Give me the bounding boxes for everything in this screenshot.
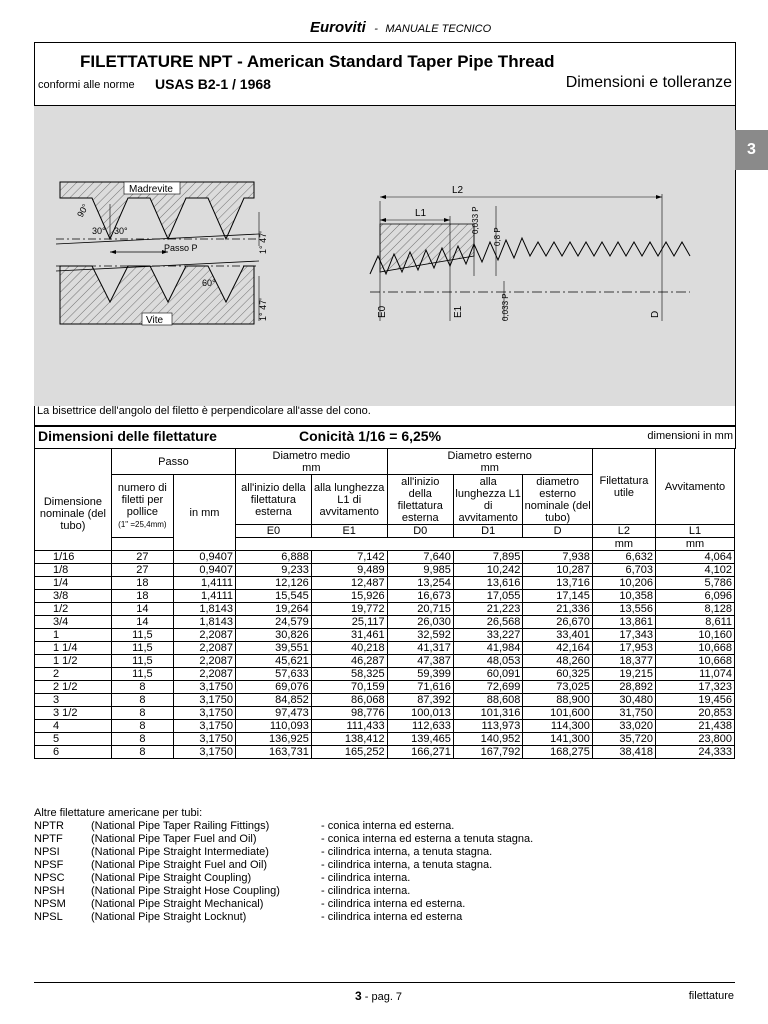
table-cell: 3/8 <box>35 590 112 603</box>
table-cell: 33,020 <box>592 720 655 733</box>
table-cell: 6,632 <box>592 551 655 564</box>
table-row <box>35 642 735 655</box>
table-cell: 3,1750 <box>173 746 235 759</box>
table-cell: 3 1/2 <box>35 707 112 720</box>
table-cell: 31,750 <box>592 707 655 720</box>
list-item <box>34 859 493 872</box>
table-row <box>35 694 735 707</box>
list-item-name: (National Pipe Straight Hose Coupling) <box>91 885 280 897</box>
table-cell: 8 <box>111 720 173 733</box>
norm-prefix: conformi alle norme <box>38 79 135 91</box>
table-cell: 17,343 <box>592 629 655 642</box>
table-cell: 98,776 <box>311 707 387 720</box>
list-item-desc: - conica interna ed esterna. <box>321 820 455 832</box>
table-cell: 1/16 <box>35 551 112 564</box>
table-cell: 1,4111 <box>173 577 235 590</box>
header-subtitle: MANUALE TECNICO <box>385 23 492 35</box>
col-threads: numero di filetti per pollice (1" =25,4mm) <box>111 475 173 538</box>
list-item-code: NPSH <box>34 885 65 897</box>
sym-D: D <box>523 525 592 538</box>
table-cell: 46,287 <box>311 655 387 668</box>
table-cell: 18 <box>111 590 173 603</box>
table-cell: 139,465 <box>387 733 453 746</box>
table-cell: 2,2087 <box>173 629 235 642</box>
table-cell: 26,670 <box>523 616 592 629</box>
table-cell: 21,336 <box>523 603 592 616</box>
label-taper1: 1° 47' <box>258 231 268 254</box>
label-08: 0,8 P <box>493 227 502 246</box>
table-cell: 42,164 <box>523 642 592 655</box>
table-cell: 13,861 <box>592 616 655 629</box>
table-cell: 168,275 <box>523 746 592 759</box>
list-item-name: (National Pipe Taper Fuel and Oil) <box>91 833 257 845</box>
table-row <box>35 551 735 564</box>
table-cell: 39,551 <box>236 642 312 655</box>
table-cell: 47,387 <box>387 655 453 668</box>
list-item <box>34 911 463 924</box>
table-cell: 21,438 <box>656 720 735 733</box>
list-item-desc: - cilindrica interna ed esterna. <box>321 898 466 910</box>
table-cell: 6,888 <box>236 551 312 564</box>
table-cell: 27 <box>111 551 173 564</box>
page-number: 3 - pag. 7 <box>355 989 403 1003</box>
table-cell: 101,600 <box>523 707 592 720</box>
table-cell: 40,218 <box>311 642 387 655</box>
table-cell: 18,377 <box>592 655 655 668</box>
table-row <box>35 720 735 733</box>
label-angle30a: 30° <box>92 226 106 236</box>
table-cell: 71,616 <box>387 681 453 694</box>
table-cell: 11,5 <box>111 668 173 681</box>
sym-L2: L2 <box>592 525 655 538</box>
list-item-code: NPTF <box>34 833 63 845</box>
table-cell: 30,480 <box>592 694 655 707</box>
list-item-code: NPTR <box>34 820 64 832</box>
list-item-desc: - cilindrica interna. <box>321 885 411 897</box>
table-cell: 3 <box>35 694 112 707</box>
table-cell: 7,938 <box>523 551 592 564</box>
label-taper2: 1° 47' <box>258 298 268 321</box>
table-cell: 3,1750 <box>173 707 235 720</box>
table-row <box>35 746 735 759</box>
table-cell: 2,2087 <box>173 668 235 681</box>
thread-figure <box>34 105 735 406</box>
table-cell: 26,030 <box>387 616 453 629</box>
header-separator: - <box>374 23 378 35</box>
table-cell: 27 <box>111 564 173 577</box>
table-cell: 4 <box>35 720 112 733</box>
table-cell: 41,984 <box>453 642 522 655</box>
label-angle30b: 30° <box>114 226 128 236</box>
table-cell: 9,233 <box>236 564 312 577</box>
table-cell: 41,317 <box>387 642 453 655</box>
table-cell: 4,102 <box>656 564 735 577</box>
table-cell: 8,611 <box>656 616 735 629</box>
table-cell: 6 <box>35 746 112 759</box>
table-cell: 138,412 <box>311 733 387 746</box>
table-cell: 3,1750 <box>173 720 235 733</box>
table-cell: 0,9407 <box>173 551 235 564</box>
header <box>310 19 491 37</box>
list-item-code: NPSF <box>34 859 64 871</box>
table-cell: 11,5 <box>111 655 173 668</box>
dimensions-table <box>34 448 735 759</box>
col-start-thread: all'inizio della filettatura esterna <box>236 475 312 525</box>
table-cell: 30,826 <box>236 629 312 642</box>
table-cell: 70,159 <box>311 681 387 694</box>
table-cell: 84,852 <box>236 694 312 707</box>
table-cell: 113,973 <box>453 720 522 733</box>
table-cell: 165,252 <box>311 746 387 759</box>
table-cell: 8,128 <box>656 603 735 616</box>
col-in-mm: in mm <box>173 475 235 551</box>
footer-section: filettature <box>688 990 734 1002</box>
table-row <box>35 707 735 720</box>
label-L1: L1 <box>415 208 427 219</box>
table-cell: 13,556 <box>592 603 655 616</box>
table-row <box>35 564 735 577</box>
sym-E0: E0 <box>236 525 312 538</box>
table-cell: 15,545 <box>236 590 312 603</box>
sym-D1: D1 <box>453 525 522 538</box>
label-033a: 0,033 P <box>471 206 480 234</box>
table-cell: 8 <box>111 707 173 720</box>
table-cell: 25,117 <box>311 616 387 629</box>
section-title: Dimensioni e tolleranze <box>565 74 732 91</box>
label-passo: Passo P <box>164 243 198 253</box>
table-cell: 166,271 <box>387 746 453 759</box>
table-cell: 0,9407 <box>173 564 235 577</box>
table-row <box>35 629 735 642</box>
table-cell: 60,091 <box>453 668 522 681</box>
table-cell: 1,8143 <box>173 616 235 629</box>
table-cell: 86,068 <box>311 694 387 707</box>
table-cell: 13,616 <box>453 577 522 590</box>
list-item-desc: - conica interna ed esterna a tenuta stagna. <box>321 833 534 845</box>
table-cell: 88,608 <box>453 694 522 707</box>
table-row <box>35 655 735 668</box>
table-cell: 2 <box>35 668 112 681</box>
table-cell: 31,461 <box>311 629 387 642</box>
figure-caption: La bisettrice dell'angolo del filetto è perpendicolare all'asse del cono. <box>37 405 371 417</box>
table-cell: 57,633 <box>236 668 312 681</box>
table-cell: 20,715 <box>387 603 453 616</box>
table-cell: 16,673 <box>387 590 453 603</box>
col-fil-utile: Filettatura utile <box>592 449 655 525</box>
table-row <box>35 668 735 681</box>
thread-diagram <box>34 106 735 406</box>
unit-mm-L1: mm <box>656 538 735 551</box>
label-angle90: 90° <box>75 202 91 219</box>
list-item-desc: - cilindrica interna, a tenuta stagna. <box>321 859 493 871</box>
table-row <box>35 577 735 590</box>
table-cell: 19,772 <box>311 603 387 616</box>
table-cell: 10,668 <box>656 642 735 655</box>
table-cell: 140,952 <box>453 733 522 746</box>
col-start-thread2: all'inizio della filettatura esterna <box>387 475 453 525</box>
table-row <box>35 681 735 694</box>
brand-logo: Euroviti <box>310 19 366 36</box>
table-cell: 10,358 <box>592 590 655 603</box>
label-angle60: 60° <box>202 278 216 288</box>
table-cell: 14 <box>111 603 173 616</box>
table-cell: 7,895 <box>453 551 522 564</box>
table-cell: 163,731 <box>236 746 312 759</box>
label-L2: L2 <box>452 185 464 196</box>
list-item <box>34 898 466 911</box>
list-item-name: (National Pipe Straight Intermediate) <box>91 846 269 858</box>
table-cell: 3,1750 <box>173 733 235 746</box>
list-item <box>34 846 493 859</box>
label-D: D <box>650 310 661 318</box>
list-item-name: (National Pipe Taper Railing Fittings) <box>91 820 270 832</box>
table-cell: 38,418 <box>592 746 655 759</box>
table-cell: 20,853 <box>656 707 735 720</box>
table-cell: 58,325 <box>311 668 387 681</box>
list-item-code: NPSI <box>34 846 60 858</box>
table-cell: 19,264 <box>236 603 312 616</box>
taper-value: Conicità 1/16 = 6,25% <box>299 428 442 444</box>
table-cell: 19,215 <box>592 668 655 681</box>
table-cell: 6,096 <box>656 590 735 603</box>
table-cell: 167,792 <box>453 746 522 759</box>
table-cell: 17,953 <box>592 642 655 655</box>
table-cell: 8 <box>111 746 173 759</box>
table-cell: 2 1/2 <box>35 681 112 694</box>
table-cell: 13,254 <box>387 577 453 590</box>
table-cell: 3,1750 <box>173 694 235 707</box>
other-threads-title: Altre filettature americane per tubi: <box>34 807 203 819</box>
unit-mm-L2: mm <box>592 538 655 551</box>
other-threads-list <box>34 807 534 924</box>
table-cell: 8 <box>111 694 173 707</box>
table-cell: 33,401 <box>523 629 592 642</box>
table-cell: 114,300 <box>523 720 592 733</box>
table-cell: 60,325 <box>523 668 592 681</box>
col-diam-medio: Diametro medio mm <box>236 449 388 475</box>
table-cell: 8 <box>111 733 173 746</box>
table-cell: 7,640 <box>387 551 453 564</box>
table-cell: 5 <box>35 733 112 746</box>
list-item-name: (National Pipe Straight Coupling) <box>91 872 252 884</box>
list-item <box>34 872 411 885</box>
table-cell: 1 <box>35 629 112 642</box>
table-cell: 101,316 <box>453 707 522 720</box>
table-cell: 8 <box>111 681 173 694</box>
table-cell: 11,074 <box>656 668 735 681</box>
col-diam-esterno: Diametro esterno mm <box>387 449 592 475</box>
table-row <box>35 616 735 629</box>
table-row <box>35 603 735 616</box>
table-cell: 33,227 <box>453 629 522 642</box>
footer-rule <box>34 982 735 983</box>
table-cell: 69,076 <box>236 681 312 694</box>
table-cell: 112,633 <box>387 720 453 733</box>
table-cell: 12,487 <box>311 577 387 590</box>
table-cell: 3/4 <box>35 616 112 629</box>
list-item-desc: - cilindrica interna ed esterna <box>321 911 463 923</box>
table-cell: 141,300 <box>523 733 592 746</box>
col-at-length: alla lunghezza L1 di avvitamento <box>311 475 387 525</box>
table-cell: 72,699 <box>453 681 522 694</box>
table-cell: 3,1750 <box>173 681 235 694</box>
table-cell: 35,720 <box>592 733 655 746</box>
norm-code: USAS B2-1 / 1968 <box>155 76 271 92</box>
table-cell: 26,568 <box>453 616 522 629</box>
table-cell: 2,2087 <box>173 642 235 655</box>
sym-L1: L1 <box>656 525 735 538</box>
table-cell: 9,985 <box>387 564 453 577</box>
col-at-length2: alla lunghezza L1 di avvitamento <box>453 475 522 525</box>
table-cell: 18 <box>111 577 173 590</box>
table-cell: 1/2 <box>35 603 112 616</box>
list-item-desc: - cilindrica interna. <box>321 872 411 884</box>
table-cell: 6,703 <box>592 564 655 577</box>
list-item-desc: - cilindrica interna, a tenuta stagna. <box>321 846 493 858</box>
table-cell: 19,456 <box>656 694 735 707</box>
units-note: dimensioni in mm <box>647 430 733 442</box>
list-item <box>34 885 411 898</box>
table-cell: 45,621 <box>236 655 312 668</box>
table-cell: 1 1/4 <box>35 642 112 655</box>
table-cell: 32,592 <box>387 629 453 642</box>
table-cell: 15,926 <box>311 590 387 603</box>
table-cell: 17,323 <box>656 681 735 694</box>
table-cell: 1 1/2 <box>35 655 112 668</box>
list-item <box>34 833 534 846</box>
table-cell: 10,206 <box>592 577 655 590</box>
table-cell: 23,800 <box>656 733 735 746</box>
table-cell: 14 <box>111 616 173 629</box>
sym-D0: D0 <box>387 525 453 538</box>
page-title: FILETTATURE NPT - American Standard Taper Pipe Thread <box>80 52 555 71</box>
table-cell: 17,145 <box>523 590 592 603</box>
table-cell: 7,142 <box>311 551 387 564</box>
table-cell: 73,025 <box>523 681 592 694</box>
list-item-code: NPSM <box>34 898 66 910</box>
table-cell: 48,053 <box>453 655 522 668</box>
table-cell: 10,160 <box>656 629 735 642</box>
table-cell: 1,4111 <box>173 590 235 603</box>
table-cell: 13,716 <box>523 577 592 590</box>
label-E0: E0 <box>377 305 388 318</box>
table-cell: 10,668 <box>656 655 735 668</box>
table-cell: 21,223 <box>453 603 522 616</box>
table-cell: 59,399 <box>387 668 453 681</box>
table-row <box>35 590 735 603</box>
table-header-bar <box>34 426 736 449</box>
table-cell: 110,093 <box>236 720 312 733</box>
table-cell: 10,287 <box>523 564 592 577</box>
table-cell: 24,333 <box>656 746 735 759</box>
table-cell: 9,489 <box>311 564 387 577</box>
table-cell: 1,8143 <box>173 603 235 616</box>
col-dim: Dimensione nominale (del tubo) <box>35 449 112 551</box>
col-avvitamento: Avvitamento <box>656 449 735 525</box>
table-cell: 17,055 <box>453 590 522 603</box>
table-cell: 2,2087 <box>173 655 235 668</box>
table-cell: 10,242 <box>453 564 522 577</box>
table-cell: 24,579 <box>236 616 312 629</box>
label-033b: 0,033 P <box>501 293 510 321</box>
table-cell: 11,5 <box>111 629 173 642</box>
list-item-name: (National Pipe Straight Mechanical) <box>91 898 264 910</box>
label-vite: Vite <box>146 315 164 326</box>
table-cell: 1/4 <box>35 577 112 590</box>
table-cell: 5,786 <box>656 577 735 590</box>
table-row <box>35 733 735 746</box>
chapter-tab[interactable]: 3 <box>735 130 768 170</box>
sym-E1: E1 <box>311 525 387 538</box>
table-cell: 4,064 <box>656 551 735 564</box>
table-cell: 48,260 <box>523 655 592 668</box>
label-E1: E1 <box>453 305 464 318</box>
col-nominal-diam: diametro esterno nominale (del tubo) <box>524 475 591 524</box>
table-cell: 136,925 <box>236 733 312 746</box>
list-item <box>34 820 455 833</box>
col-passo: Passo <box>111 449 235 475</box>
list-item-name: (National Pipe Straight Fuel and Oil) <box>91 859 268 871</box>
table-cell: 88,900 <box>523 694 592 707</box>
table-cell: 111,433 <box>311 720 387 733</box>
list-item-code: NPSC <box>34 872 65 884</box>
table-cell: 1/8 <box>35 564 112 577</box>
table-cell: 28,892 <box>592 681 655 694</box>
list-item-name: (National Pipe Straight Locknut) <box>91 911 247 923</box>
table-title: Dimensioni delle filettature <box>38 428 217 444</box>
table-cell: 87,392 <box>387 694 453 707</box>
table-cell: 100,013 <box>387 707 453 720</box>
label-madrevite: Madrevite <box>129 184 173 195</box>
table-cell: 97,473 <box>236 707 312 720</box>
table-cell: 12,126 <box>236 577 312 590</box>
list-item-code: NPSL <box>34 911 63 923</box>
table-cell: 11,5 <box>111 642 173 655</box>
